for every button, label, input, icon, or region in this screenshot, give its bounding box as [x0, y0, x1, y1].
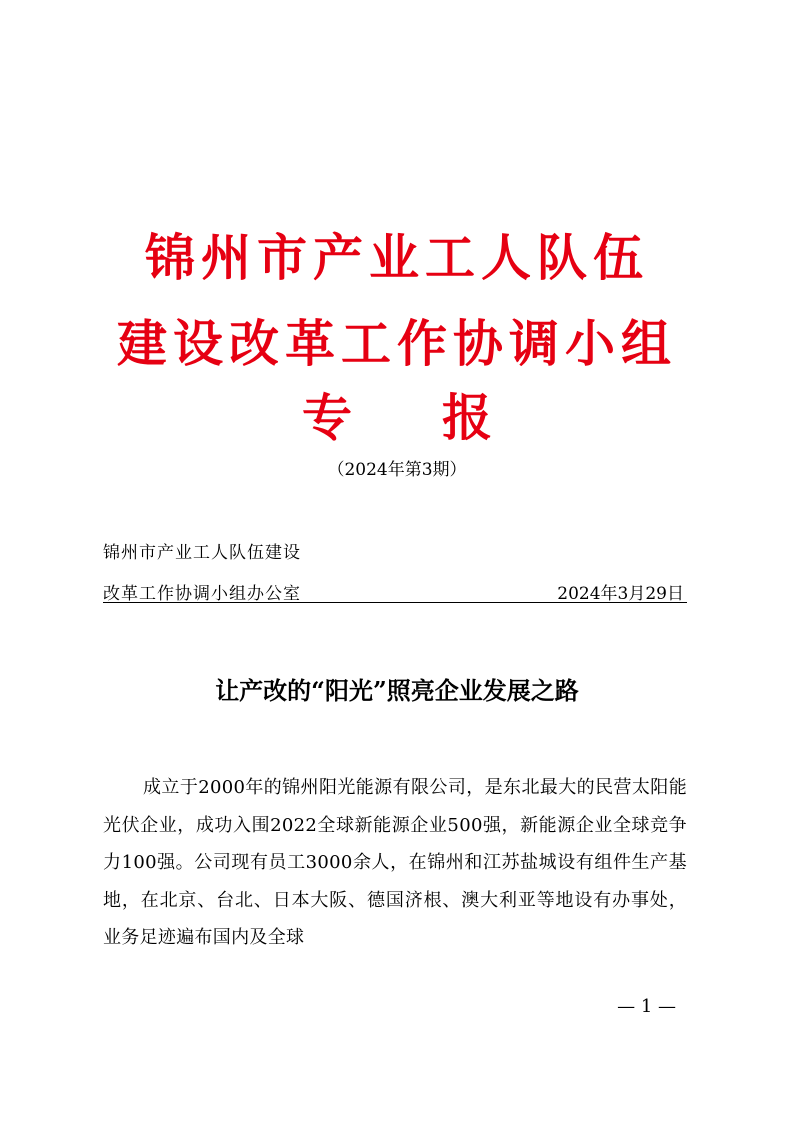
- issuer-line-2: 改革工作协调小组办公室: [103, 584, 301, 604]
- article-paragraph: 成立于2000年的锦州阳光能源有限公司，是东北最大的民营太阳能光伏企业，成功入围2022全球新能源企业500强，新能源企业全球竞争力100强。公司现有员工3000余人，在锦州和江苏盐城设有组件生产基地，在北京、台北、日本大阪、德国济根、澳大利亚等地设有办事处，业务足迹遍布国内及全球: [103, 777, 687, 948]
- header-divider: [103, 602, 687, 603]
- page-number: — 1 —: [617, 996, 676, 1017]
- masthead-zhuan: 专: [302, 388, 352, 447]
- masthead-line-3: [0, 378, 794, 450]
- issue-date: 2024年3月29日: [557, 584, 684, 604]
- masthead-line-2: 建设改革工作协调小组: [117, 314, 677, 373]
- masthead-bao: 报: [442, 388, 492, 447]
- issuer-line-1: 锦州市产业工人队伍建设: [103, 543, 301, 563]
- masthead-line-1: 锦州市产业工人队伍: [145, 228, 649, 287]
- article-title: 让产改的“阳光”照亮企业发展之路: [215, 676, 579, 705]
- issue-number: （2024年第3期）: [327, 460, 467, 480]
